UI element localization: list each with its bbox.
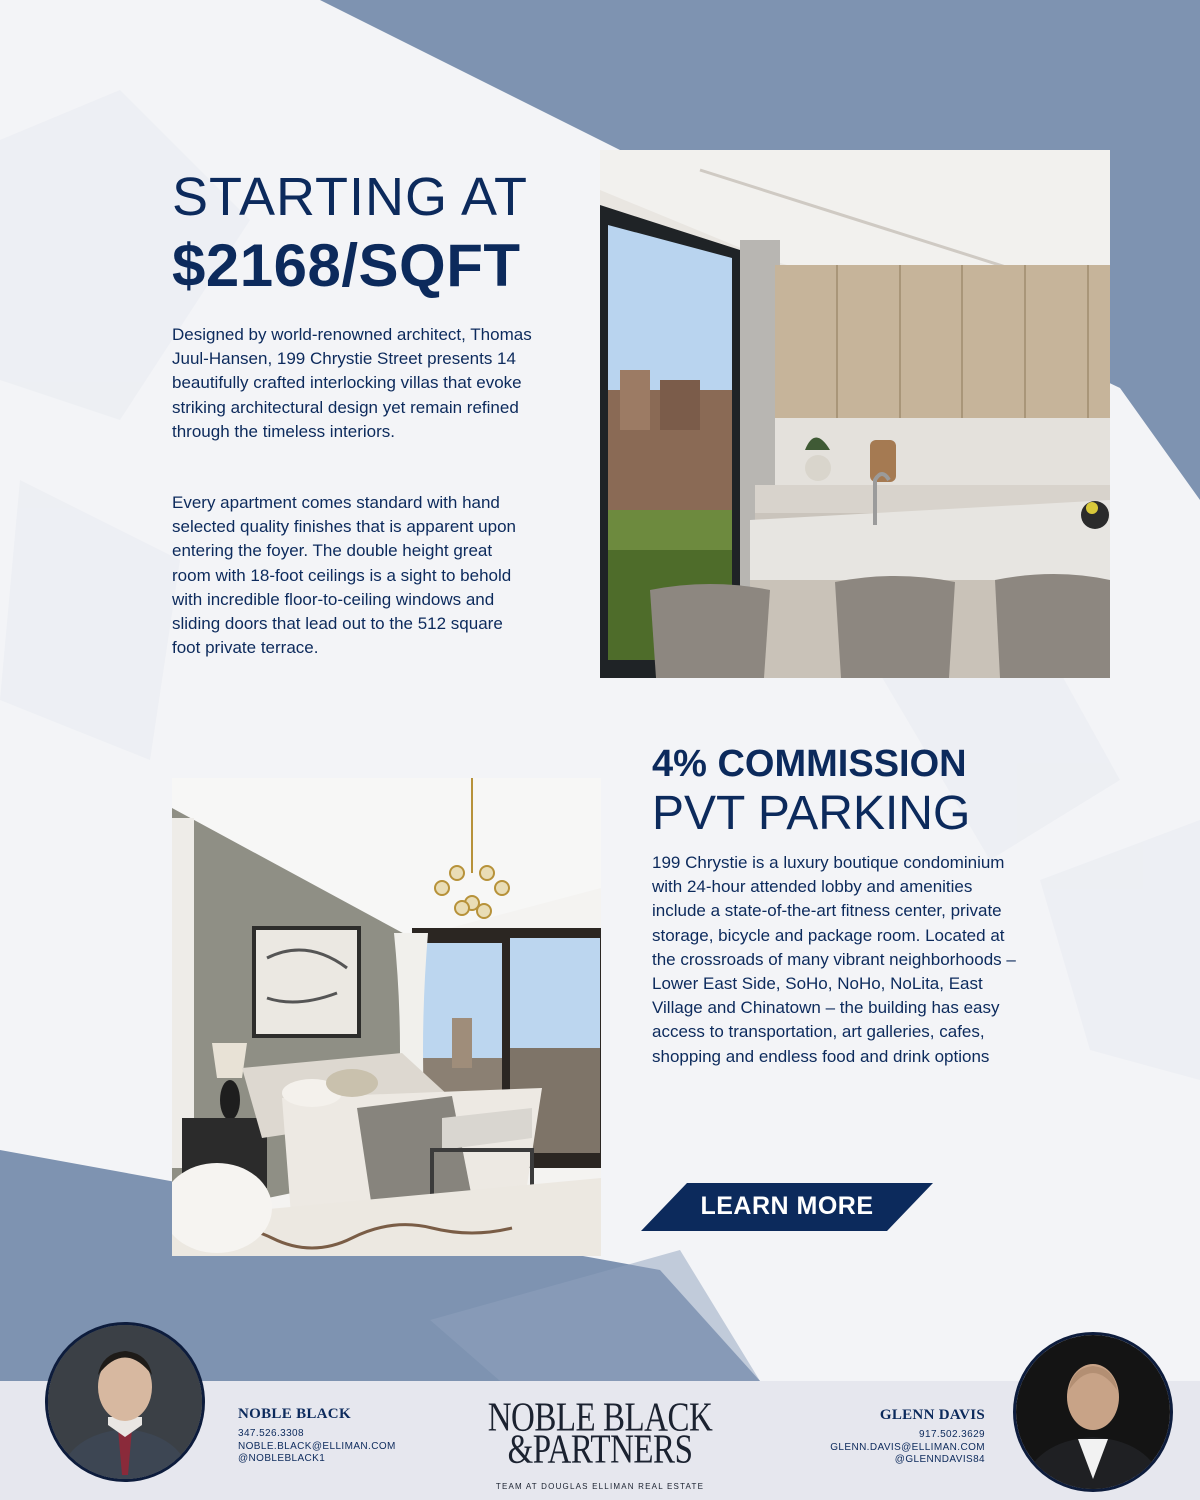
intro-paragraph: Designed by world-renowned architect, Thomas Juul-Hansen, 199 Chrystie Street presents 14 beautifully crafted interlocking villas that evoke striking architectural design yet remain refined through the timeless interiors. <box>172 325 532 441</box>
agent-name-right: GLENN DAVIS <box>879 1407 985 1423</box>
learn-more-label: LEARN MORE <box>700 1192 874 1220</box>
agent-info-left <box>238 1406 396 1466</box>
glenn-davis-avatar <box>1013 1332 1173 1492</box>
agent-name-left: NOBLE BLACK <box>238 1406 351 1422</box>
noble-black-avatar <box>45 1322 205 1482</box>
agent-handle-right[interactable]: @GLENNDAVIS84 <box>894 1454 985 1465</box>
bedroom-photo <box>172 778 601 1256</box>
commission-heading: 4% COMMISSION <box>652 743 967 785</box>
agent-phone-left[interactable]: 347.526.3308 <box>238 1428 304 1439</box>
kitchen-photo <box>600 150 1110 678</box>
agent-handle-left[interactable]: @NOBLEBLACK1 <box>238 1453 326 1464</box>
logo-tagline: TEAM AT DOUGLAS ELLIMAN REAL ESTATE <box>495 1482 705 1491</box>
finishes-paragraph: Every apartment comes standard with hand selected quality finishes that is apparent upon entering the foyer. The double height great room with 18-foot ceilings is a sight to behold with incredible floor-to-ceiling windows and sliding doors that lead out to the 512 square foot private terrace. <box>172 493 517 658</box>
agent-info-right <box>780 1407 985 1467</box>
logo-line-1: NOBLE BLACK <box>487 1395 713 1441</box>
amenities-paragraph: 199 Chrystie is a luxury boutique condominium with 24-hour attended lobby and amenities include a state-of-the-art fitness center, private storage, bicycle and package room. Located at the crossroads of many vibrant neighborhoods – Lower East Side, SoHo, NoHo, NoLita, East Village and Chinatown – the building has easy access to transportation, art galleries, cafes, shopping and endless food and drink options <box>652 853 1016 1066</box>
agent-email-left[interactable]: NOBLE.BLACK@ELLIMAN.COM <box>238 1440 396 1452</box>
logo-line-2: &PARTNERS <box>507 1427 693 1473</box>
agent-phone-right[interactable]: 917.502.3629 <box>919 1429 985 1440</box>
parking-heading: PVT PARKING <box>652 787 971 840</box>
brand-logo <box>480 1395 720 1491</box>
agent-email-right[interactable]: GLENN.DAVIS@ELLIMAN.COM <box>830 1441 985 1453</box>
starting-at-heading: STARTING AT <box>172 167 529 227</box>
learn-more-button[interactable] <box>641 1183 933 1231</box>
price-per-sqft-heading: $2168/SQFT <box>172 232 521 299</box>
